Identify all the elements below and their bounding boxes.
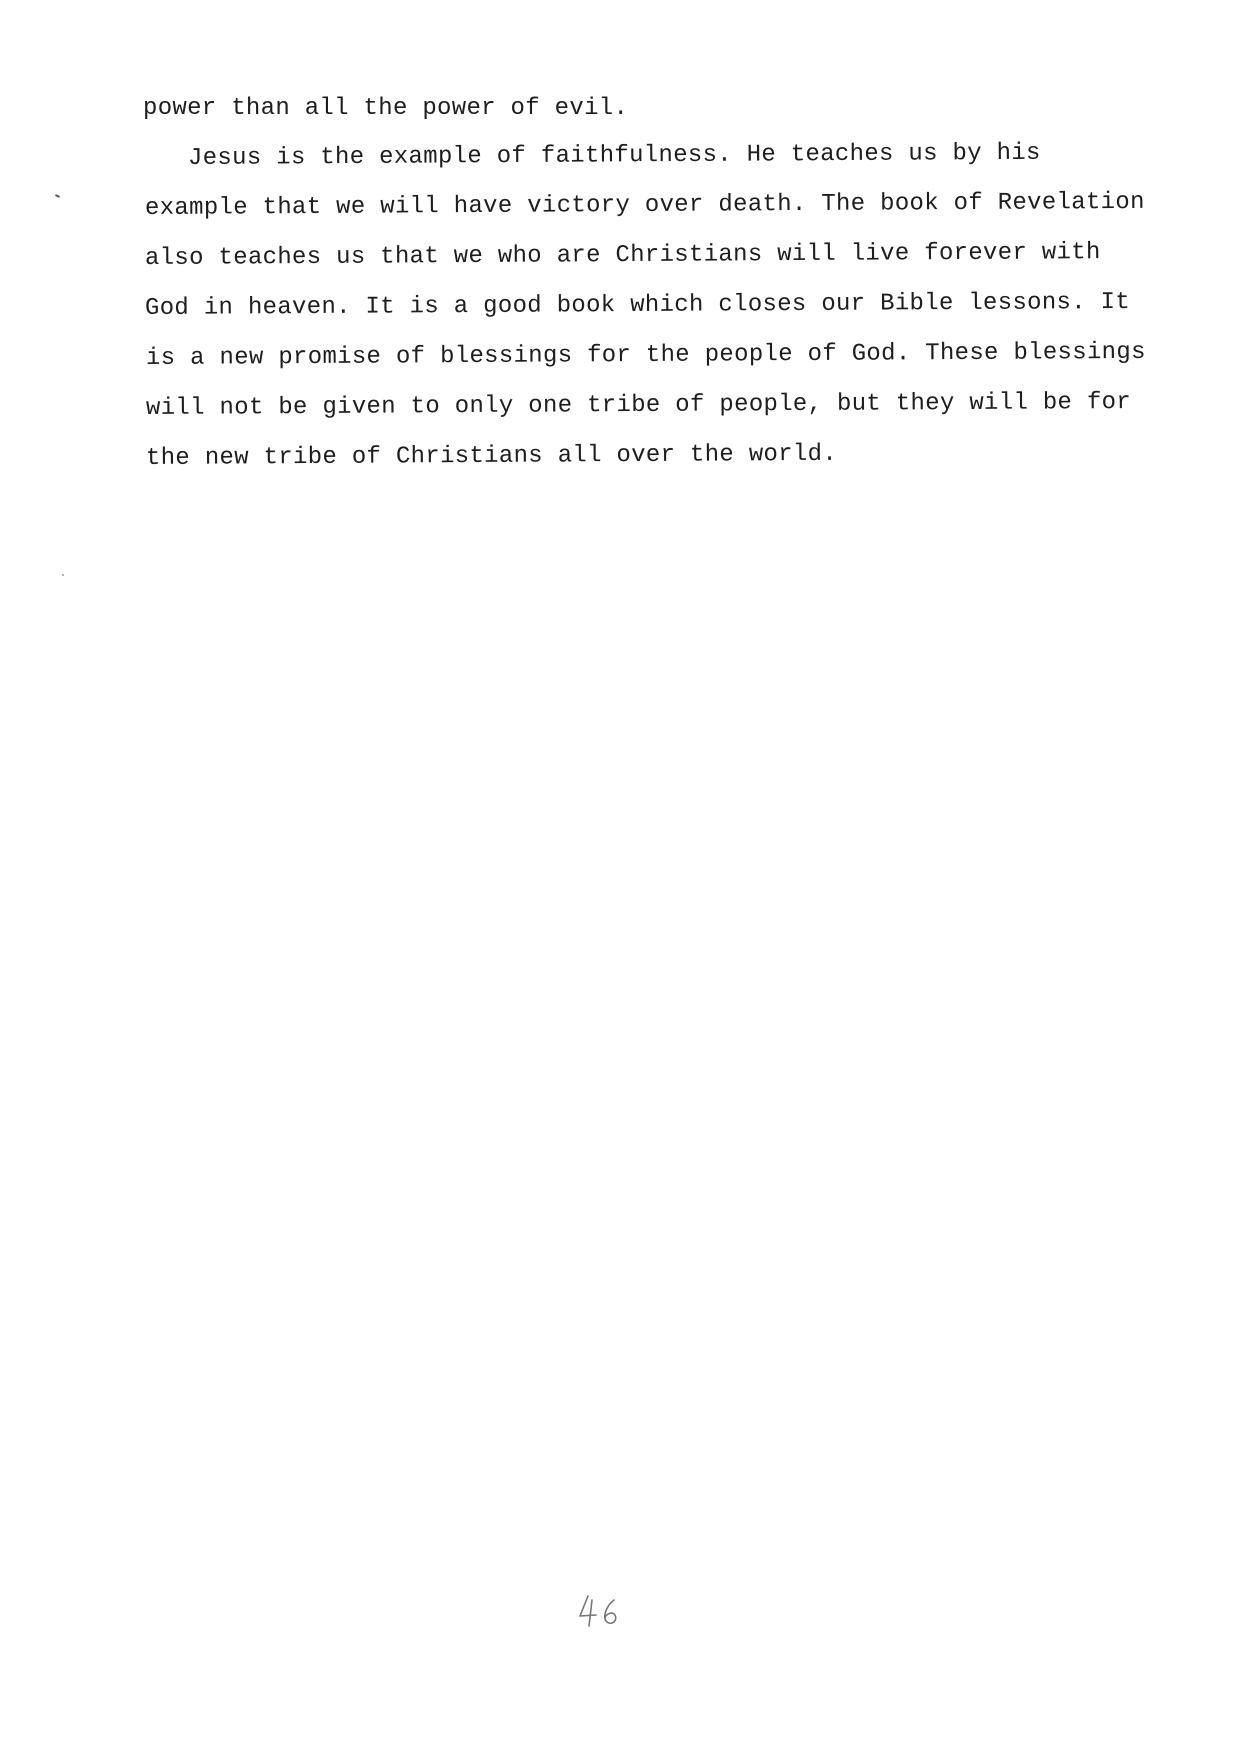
handwritten-page-number (574, 1590, 634, 1630)
body-text-line: will not be given to only one tribe of people, but they will be for (145, 388, 1132, 422)
body-text-line: also teaches us that we who are Christians will live forever with (144, 239, 1101, 272)
scan-mark (62, 574, 64, 576)
body-text-line: is a new promise of blessings for the people of God. These blessings (145, 338, 1146, 372)
scan-mark (55, 194, 60, 198)
body-text-line: power than all the power of evil. (143, 95, 629, 122)
body-text-line: Jesus is the example of faithfulness. He teaches us by his (187, 139, 1041, 172)
body-text-line: the new tribe of Christians all over the world. (145, 440, 838, 472)
body-text-line: God in heaven. It is a good book which closes our Bible lessons. It (144, 288, 1131, 322)
body-text-line: example that we will have victory over death. The book of Revelation (144, 188, 1145, 222)
